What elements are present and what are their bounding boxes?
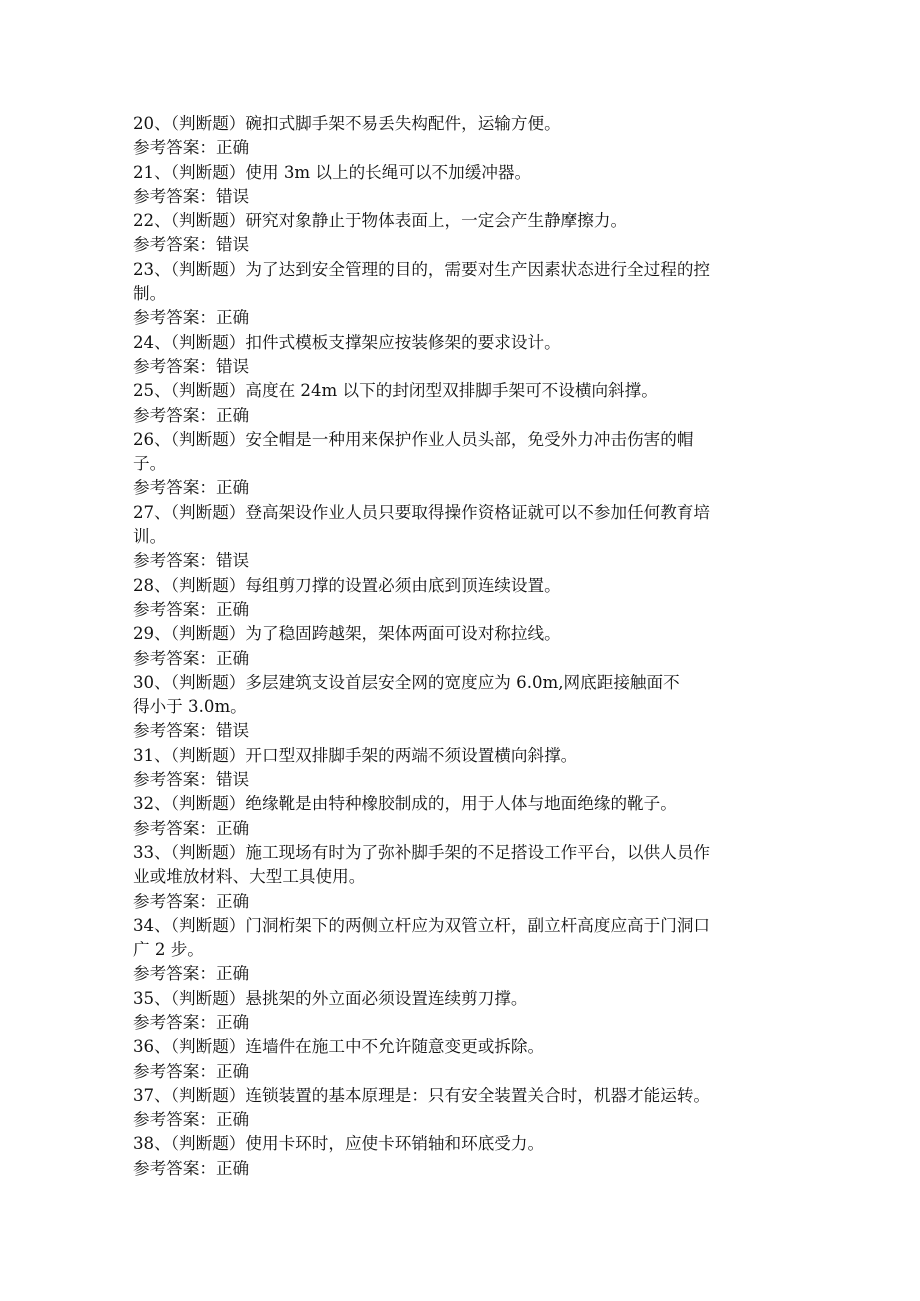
question-26-text-cont: 子。 <box>133 454 167 474</box>
question-21-text: 21、（判断题）使用 3m 以上的长绳可以不加缓冲器。 <box>133 162 532 182</box>
question-34-text: 34、（判断题）门洞桁架下的两侧立杆应为双管立杆，副立杆高度应高于门洞口 <box>133 915 711 935</box>
answer-27: 参考答案：错误 <box>133 551 250 571</box>
question-23-text-cont: 制。 <box>133 284 167 304</box>
question-35-text: 35、（判断题）悬挑架的外立面必须设置连续剪刀撑。 <box>133 988 528 1008</box>
question-28-text: 28、（判断题）每组剪刀撑的设置必须由底到顶连续设置。 <box>133 575 561 595</box>
question-37-text: 37、（判断题）连锁装置的基本原理是：只有安全装置关合时，机器才能运转。 <box>133 1085 711 1105</box>
answer-31: 参考答案：错误 <box>133 770 250 790</box>
question-22-text: 22、（判断题）研究对象静止于物体表面上，一定会产生静摩擦力。 <box>133 211 628 231</box>
question-33-text: 33、（判断题）施工现场有时为了弥补脚手架的不足搭设工作平台，以供人员作 <box>133 842 711 862</box>
answer-23: 参考答案：正确 <box>133 308 250 328</box>
answer-37: 参考答案：正确 <box>133 1110 250 1130</box>
question-25-text: 25、（判断题）高度在 24m 以下的封闭型双排脚手架可不设横向斜撑。 <box>133 381 658 401</box>
question-27-text: 27、（判断题）登高架设作业人员只要取得操作资格证就可以不参加任何教育培 <box>133 502 711 522</box>
answer-34: 参考答案：正确 <box>133 964 250 984</box>
question-29-text: 29、（判断题）为了稳固跨越架，架体两面可设对称拉线。 <box>133 624 561 644</box>
answer-24: 参考答案：错误 <box>133 356 250 376</box>
question-36-text: 36、（判断题）连墙件在施工中不允许随意变更或拆除。 <box>133 1037 545 1057</box>
question-24-text: 24、（判断题）扣件式模板支撑架应按装修架的要求设计。 <box>133 332 561 352</box>
question-26-text: 26、（判断题）安全帽是一种用来保护作业人员头部，免受外力冲击伤害的帽 <box>133 429 694 449</box>
question-20-text: 20、（判断题）碗扣式脚手架不易丢失构配件，运输方便。 <box>133 114 561 133</box>
answer-26: 参考答案：正确 <box>133 478 250 498</box>
answer-21: 参考答案：错误 <box>133 186 250 206</box>
answer-28: 参考答案：正确 <box>133 599 250 619</box>
question-32-text: 32、（判断题）绝缘靴是由特种橡胶制成的，用于人体与地面绝缘的靴子。 <box>133 794 677 814</box>
question-list <box>133 112 793 1181</box>
answer-33: 参考答案：正确 <box>133 891 250 911</box>
answer-32: 参考答案：正确 <box>133 818 250 838</box>
answer-35: 参考答案：正确 <box>133 1012 250 1032</box>
answer-22: 参考答案：错误 <box>133 235 250 255</box>
answer-29: 参考答案：正确 <box>133 648 250 668</box>
question-27-text-cont: 训。 <box>133 527 167 547</box>
question-31-text: 31、（判断题）开口型双排脚手架的两端不须设置横向斜撑。 <box>133 745 578 765</box>
question-34-text-cont: 广 2 步。 <box>133 940 204 960</box>
answer-25: 参考答案：正确 <box>133 405 250 425</box>
answer-30: 参考答案：错误 <box>133 721 250 741</box>
answer-20: 参考答案：正确 <box>133 138 250 158</box>
question-23-text: 23、（判断题）为了达到安全管理的目的，需要对生产因素状态进行全过程的控 <box>133 259 711 279</box>
question-38-text: 38、（判断题）使用卡环时，应使卡环销轴和环底受力。 <box>133 1134 545 1154</box>
answer-38: 参考答案：正确 <box>133 1158 250 1178</box>
answer-36: 参考答案：正确 <box>133 1061 250 1081</box>
question-33-text-cont: 业或堆放材料、大型工具使用。 <box>133 867 366 887</box>
question-30-text: 30、（判断题）多层建筑支设首层安全网的宽度应为 6.0m,网底距接触面不 <box>133 672 680 692</box>
question-30-text-cont: 得小于 3.0m。 <box>133 697 247 717</box>
